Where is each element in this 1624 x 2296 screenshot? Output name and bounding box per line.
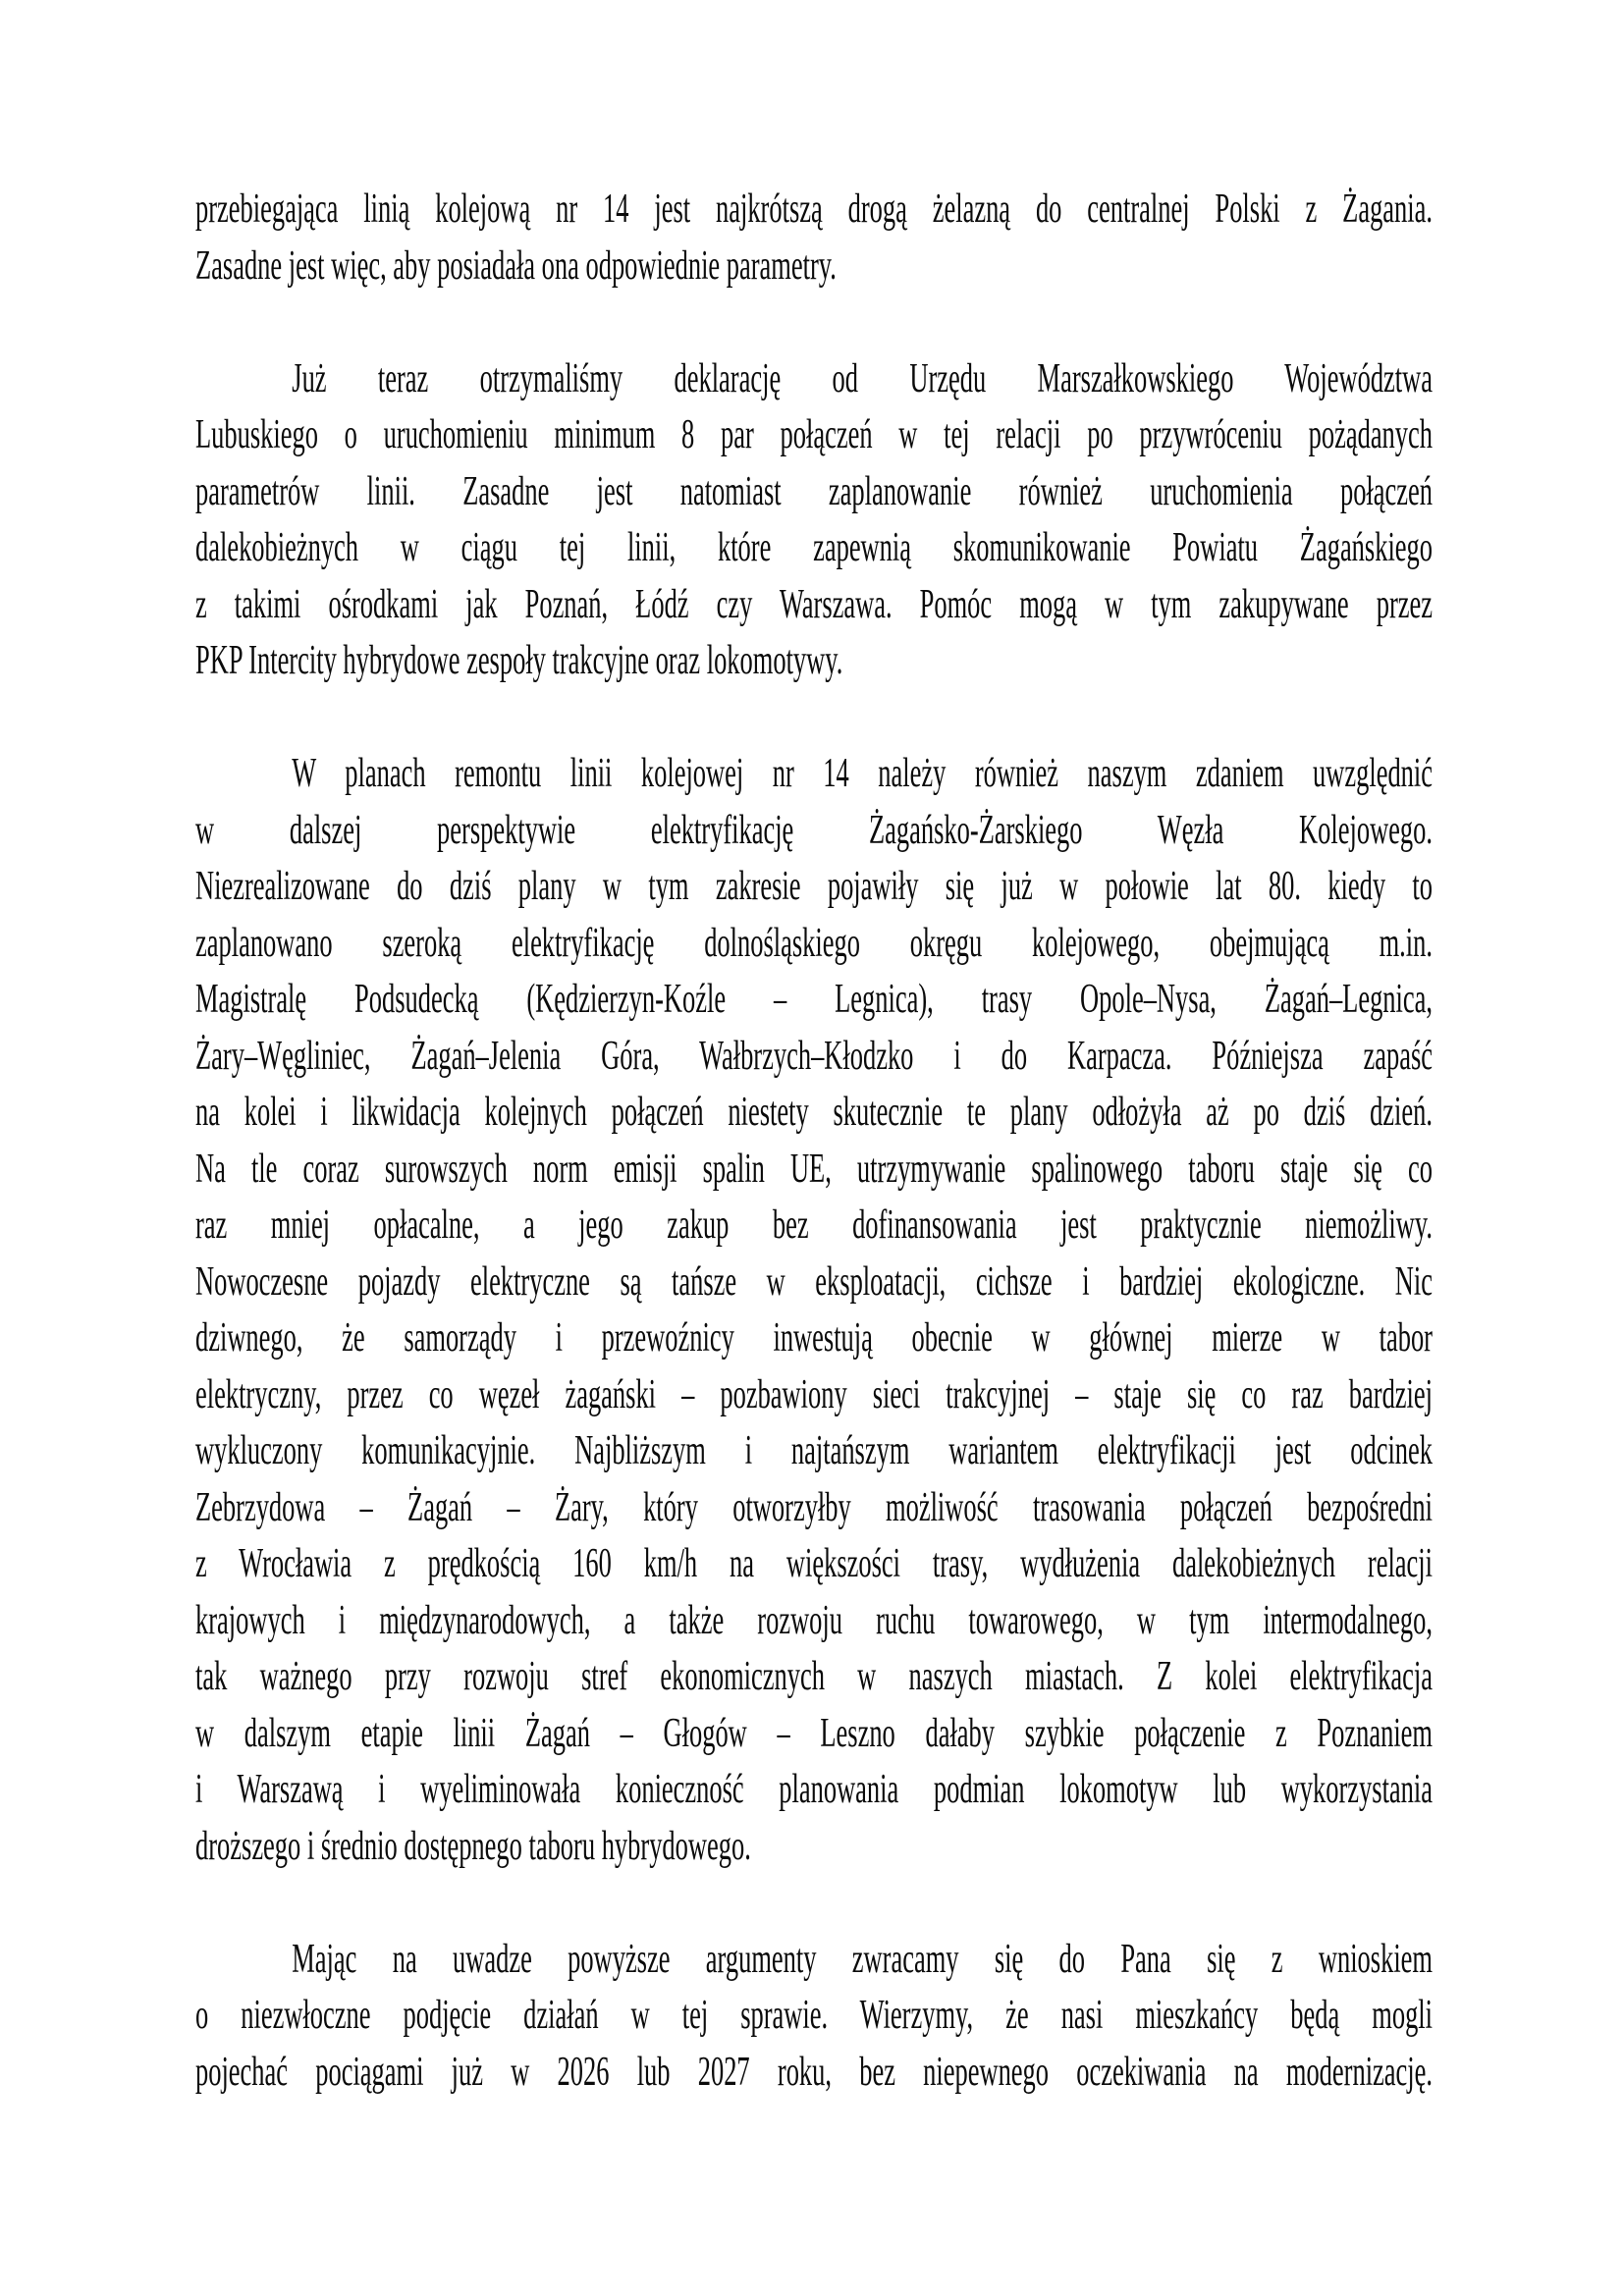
text-line: pojechać pociągami już w 2026 lub 2027 roku, bez niepewnego oczekiwania na modernizację. (195, 2049, 1433, 2095)
text-line: raz mniej opłacalne, a jego zakup bez dofinansowania jest praktycznie niemożliwy. (195, 1202, 1433, 1248)
text-line: Niezrealizowane do dziś plany w tym zakresie pojawiły się już w połowie lat 80. kiedy to (195, 864, 1433, 909)
text-line: Już teraz otrzymaliśmy deklarację od Urzędu Marszałkowskiego Województwa (292, 355, 1433, 401)
text-line: dziwnego, że samorządy i przewoźnicy inwestują obecnie w głównej mierze w tabor (195, 1315, 1433, 1361)
text-line: PKP Intercity hybrydowe zespoły trakcyjne oraz lokomotywy. (195, 638, 843, 683)
text-line: przebiegająca linią kolejową nr 14 jest najkrótszą drogą żelazną do centralnej Polski z Żagania. (195, 187, 1433, 232)
text-line: na kolei i likwidacja kolejnych połączeń niestety skutecznie te plany odłożyła aż po dziś dzień. (195, 1090, 1433, 1135)
text-line: droższego i średnio dostępnego taboru hybrydowego. (195, 1823, 751, 1869)
text-line: krajowych i międzynarodowych, a także rozwoju ruchu towarowego, w tym intermodalnego, (195, 1597, 1433, 1643)
text-line: o niezwłoczne podjęcie działań w tej sprawie. Wierzymy, że nasi mieszkańcy będą mogli (195, 1993, 1433, 2038)
text-line: parametrów linii. Zasadne jest natomiast zaplanowanie również uruchomienia połączeń (195, 468, 1433, 514)
text-line: z takimi ośrodkami jak Poznań, Łódź czy Warszawa. Pomóc mogą w tym zakupywane przez (195, 581, 1433, 627)
text-line: i Warszawą i wyeliminowała konieczność planowania podmian lokomotyw lub wykorzystania (195, 1767, 1433, 1812)
text-line: Zebrzydowa – Żagań – Żary, który otworzyłby możliwość trasowania połączeń bezpośredni (195, 1484, 1433, 1530)
text-line: tak ważnego przy rozwoju stref ekonomicznych w naszych miastach. Z kolei elektryfikacja (195, 1654, 1433, 1699)
text-line: Lubuskiego o uruchomieniu minimum 8 par połączeń w tej relacji po przywróceniu pożądanych (195, 412, 1433, 457)
text-line: Nowoczesne pojazdy elektryczne są tańsze w eksploatacji, cichsze i bardziej ekologiczne. Nic (195, 1258, 1433, 1305)
paragraph-3 (195, 746, 1433, 1875)
document-content (195, 182, 1433, 2101)
text-line: Na tle coraz surowszych norm emisji spalin UE, utrzymywanie spalinowego taboru staje się co (195, 1146, 1433, 1192)
text-line: z Wrocławia z prędkością 160 km/h na większości trasy, wydłużenia dalekobieżnych relacji (195, 1541, 1433, 1586)
text-line: Żary–Węgliniec, Żagań–Jelenia Góra, Wałbrzych–Kłodzko i do Karpacza. Późniejsza zapaść (195, 1033, 1433, 1079)
text-line: W planach remontu linii kolejowej nr 14 należy również naszym zdaniem uwzględnić (292, 751, 1433, 796)
text-line: w dalszym etapie linii Żagań – Głogów – Leszno dałaby szybkie połączenie z Poznaniem (195, 1710, 1433, 1756)
text-line: elektryczny, przez co węzeł żagański – pozbawiony sieci trakcyjnej – staje się co raz bardziej (195, 1371, 1433, 1417)
paragraph-1 (195, 182, 1433, 294)
paragraph-4 (195, 1932, 1433, 2102)
text-line: Magistralę Podsudecką (Kędzierzyn-Koźle – Legnica), trasy Opole–Nysa, Żagań–Legnica, (195, 977, 1433, 1022)
text-line: w dalszej perspektywie elektryfikację Żagańsko-Żarskiego Węzła Kolejowego. (195, 807, 1433, 853)
text-line: Mając na uwadze powyższe argumenty zwracamy się do Pana się z wnioskiem (292, 1936, 1433, 1982)
text-line: Zasadne jest więc, aby posiadała ona odpowiednie parametry. (195, 242, 837, 289)
text-line: wykluczony komunikacyjnie. Najbliższym i najtańszym wariantem elektryfikacji jest odcinek (195, 1428, 1433, 1473)
text-line: zaplanowano szeroką elektryfikację dolnośląskiego okręgu kolejowego, obejmującą m.in. (195, 920, 1433, 966)
paragraph-2 (195, 351, 1433, 690)
text-line: dalekobieżnych w ciągu tej linii, które zapewnią skomunikowanie Powiatu Żagańskiego (195, 525, 1433, 570)
